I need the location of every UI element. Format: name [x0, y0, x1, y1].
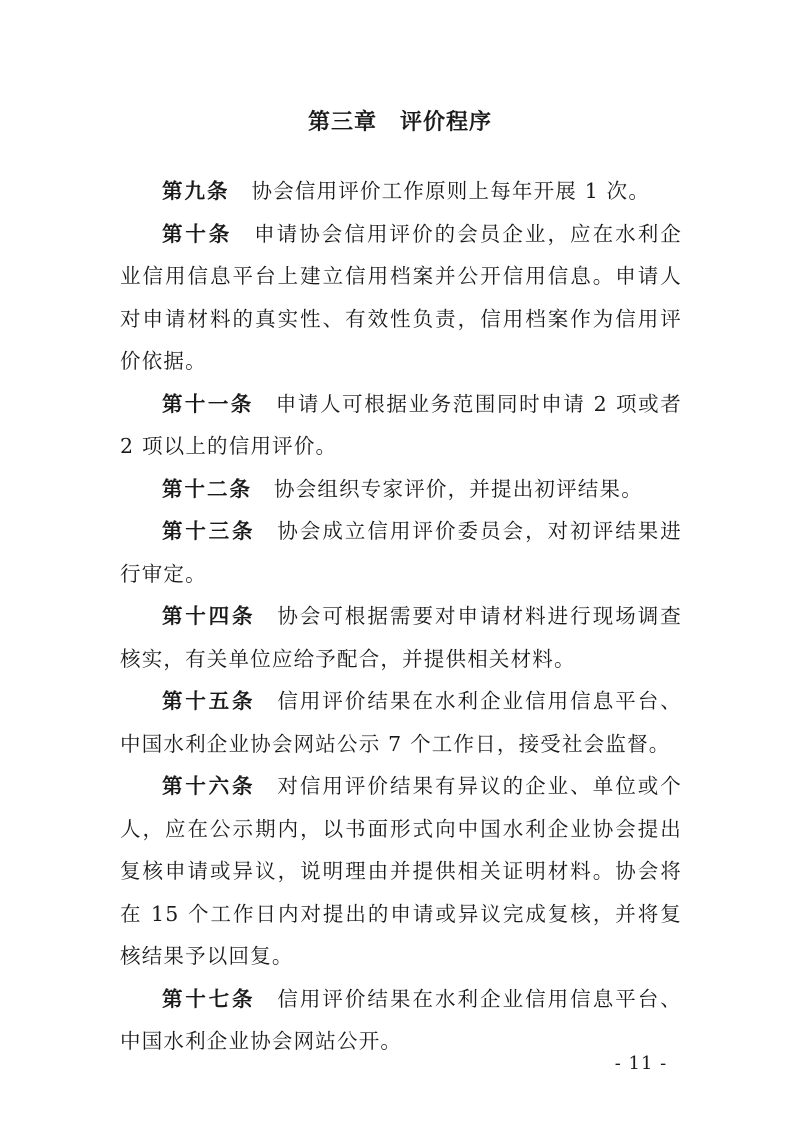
article-label: 第十一条	[162, 391, 254, 416]
article-13	[120, 510, 682, 595]
article-9	[120, 170, 682, 213]
article-text: 信用评价结果在水利企业信用信息平台、中国水利企业协会网站公开。	[120, 986, 682, 1053]
article-label: 第十条	[162, 221, 233, 246]
article-text: 协会可根据需要对申请材料进行现场调查核实，有关单位应给予配合，并提供相关材料。	[120, 604, 682, 671]
article-10	[120, 213, 682, 383]
article-12	[120, 468, 682, 511]
article-text: 协会成立信用评价委员会，对初评结果进行审定。	[120, 519, 682, 586]
article-label: 第十七条	[162, 986, 256, 1011]
article-label: 第九条	[162, 179, 230, 203]
article-text: 对信用评价结果有异议的企业、单位或个人，应在公示期内，以书面形式向中国水利企业协会提出复核申请或异议，说明理由并提供相关证明材料。协会将在 15 个工作日内对提出的申请或异议完成复核，并将复核结果予以回复。	[120, 774, 682, 968]
page-number: - 11 -	[614, 1053, 668, 1074]
article-text: 协会组织专家评价，并提出初评结果。	[274, 476, 643, 501]
article-text: 协会信用评价工作原则上每年开展 1 次。	[251, 179, 651, 203]
article-16	[120, 765, 682, 978]
chapter-title: 第三章 评价程序	[307, 110, 492, 135]
article-label: 第十五条	[162, 689, 256, 713]
article-text: 申请人可根据业务范围同时申请 2 项或者 2 项以上的信用评价。	[120, 391, 683, 458]
article-11	[120, 383, 682, 468]
article-text: 信用评价结果在水利企业信用信息平台、中国水利企业协会网站公示 7 个工作日，接受社会监督。	[120, 689, 682, 756]
article-text: 申请协会信用评价的会员企业，应在水利企业信用信息平台上建立信用档案并公开信用信息。申请人对申请材料的真实性、有效性负责，信用档案作为信用评价依据。	[120, 221, 682, 373]
article-17	[120, 978, 682, 1063]
article-14	[120, 595, 682, 680]
article-15	[120, 680, 682, 765]
article-list	[120, 170, 682, 1063]
article-label: 第十三条	[162, 519, 256, 543]
article-label: 第十六条	[162, 774, 256, 798]
article-label: 第十二条	[162, 476, 252, 501]
article-label: 第十四条	[162, 604, 256, 628]
